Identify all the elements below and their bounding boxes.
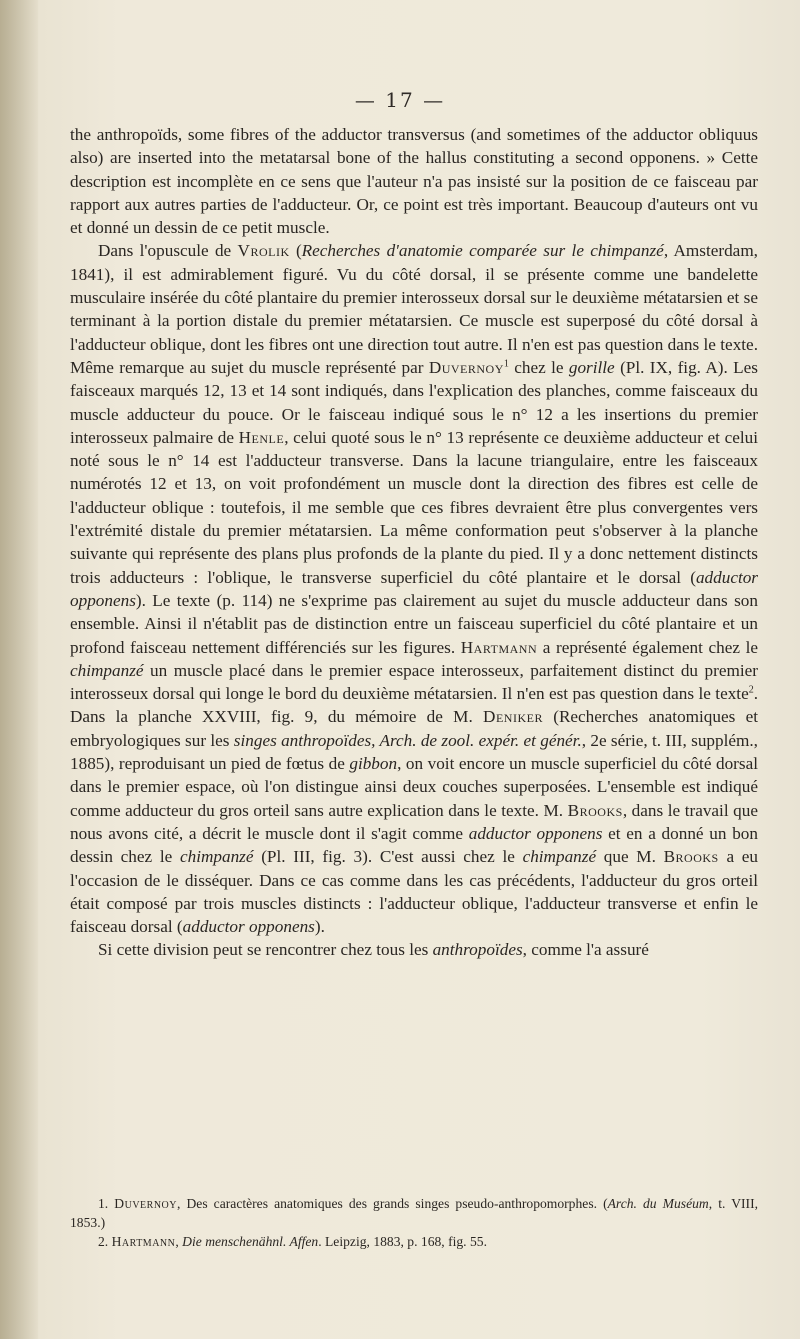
page-number: — 17 — bbox=[354, 88, 446, 112]
author-deniker: Deniker bbox=[483, 707, 543, 727]
citation-title: Recherches d'anatomie comparée sur le chimpanzé bbox=[301, 241, 664, 261]
paragraph-2: Dans l'opuscule de Vrolik (Recherches d'anatomie comparée sur le chimpanzé, Amsterdam, 1841), il est admirablement figuré. Vu du côté dorsal, il se présente comme une bandelette musculaire insérée du côté plantaire du premier interosseux dorsal sur le deuxième métatarsien et se terminant à la portion distale du premier métatarsien. Ce muscle est superposé du côté dorsal à l'adducteur oblique, dont les fibres ont une direction tout autre. Il n'en est pas question dans le texte. Même remarque au sujet du muscle représenté par Duvernoy$^1$ chez le gorille (Pl. IX, fig. A). Les faisceaux marqués 12, 13 et 14 sont indiqués, dans l'explication des planches, comme faisceaux du muscle adducteur du pouce. Or le faisceau indiqué sous le n° 12 a les insertions du premier interosseux palmaire de Henle, celui quoté sous le n° 13 représente ce deuxième adducteur et celui noté sous le n° 14 est l'adducteur transverse. Dans la lacune triangulaire, entre les faisceaux numérotés 12 et 13, on voit profondément un muscle dont la direction des fibres est celle de l'adducteur oblique : toutefois, il me semble que ces fibres devraient être plus convergentes vers l'extrémité distale du premier métatarsien. La même conformation peut s'observer à la planche suivante qui représente des plans plus profonds de la plante du pied. Il y a donc nettement distincts trois adducteurs : l'oblique, le transverse superficiel du côté plantaire et le dorsal (adductor opponens). Le texte (p. 114) ne s'exprime pas clairement au sujet du muscle adducteur dans son ensemble. Ainsi il n'établit pas de distinction entre un faisceau superficiel du côté plantaire et un profond faisceau nettement différenciés sur les figures. Hartmann a représenté également chez le chimpanzé un muscle placé dans le premier espace interosseux, parfaitement distinct du premier interosseux dorsal qui longe le bord du deuxième métatarsien. Il n'en est pas question dans le texte$^2$. Dans la planche XXVIII, fig. 9, du mémoire de M. Deniker (Recherches anatomiques et embryologiques sur les singes anthropoïdes, Arch. de zool. expér. et génér., 2e série, t. III, supplém., 1885), reproduisant un pied de fœtus de gibbon, on voit encore un muscle superficiel du côté dorsal dans le premier espace, où l'on distingue ainsi deux couches superposées. L'ensemble est indiqué comme adducteur du gros orteil sans autre explication dans le texte. M. Brooks, dans le travail que nous avons cité, a décrit le muscle dont il s'agit comme adductor opponens et en a donné un bon dessin chez le chimpanzé (Pl. III, fig. 3). C'est aussi chez le chimpanzé que M. Brooks a eu l'occasion de le disséquer. Dans ce cas comme dans les cas précédents, l'adducteur du gros orteil était composé par trois muscles distincts : l'adducteur oblique, l'adducteur transverse et enfin le faisceau dorsal (adductor opponens). bbox=[70, 241, 758, 937]
author-duvernoy: Duvernoy bbox=[428, 357, 504, 377]
author-hartmann: Hartmann bbox=[460, 637, 538, 657]
footnote-2: 2. Hartmann, Die menschenähnl. Affen. Leipzig, 1883, p. 168, fig. 55. bbox=[98, 1234, 487, 1249]
footnote-ref-2[interactable]: 2 bbox=[748, 684, 754, 696]
paragraph-3: Si cette division peut se rencontrer chez tous les anthropoïdes, comme l'a assuré bbox=[98, 940, 649, 960]
body-text bbox=[70, 123, 758, 962]
author-henle: Henle bbox=[238, 427, 285, 447]
page-gutter-shadow bbox=[0, 0, 38, 1339]
author-brooks: Brooks bbox=[567, 800, 623, 820]
footnote-1: 1. Duvernoy, Des caractères anatomiques des grands singes pseudo-anthropomorphes. (Arch. du Muséum, t. VIII, 1853.) bbox=[70, 1196, 759, 1230]
footnotes bbox=[70, 1194, 758, 1251]
paragraph-1: the anthropoïds, some fibres of the adductor transversus (and sometimes of the adductor obliquus also) are inserted into the metatarsal bone of the hallus constituting a second opponens. » Cette description est incomplète en ce sens que l'auteur n'a pas insisté sur la position de ce faisceau par rapport aux autres parties de l'adducteur. Or, ce point est très important. Beaucoup d'auteurs ont vu et donné un dessin de ce petit muscle. bbox=[70, 125, 758, 238]
author-vrolik: Vrolik bbox=[237, 241, 290, 261]
footnote-ref-1[interactable]: 1 bbox=[503, 358, 509, 370]
